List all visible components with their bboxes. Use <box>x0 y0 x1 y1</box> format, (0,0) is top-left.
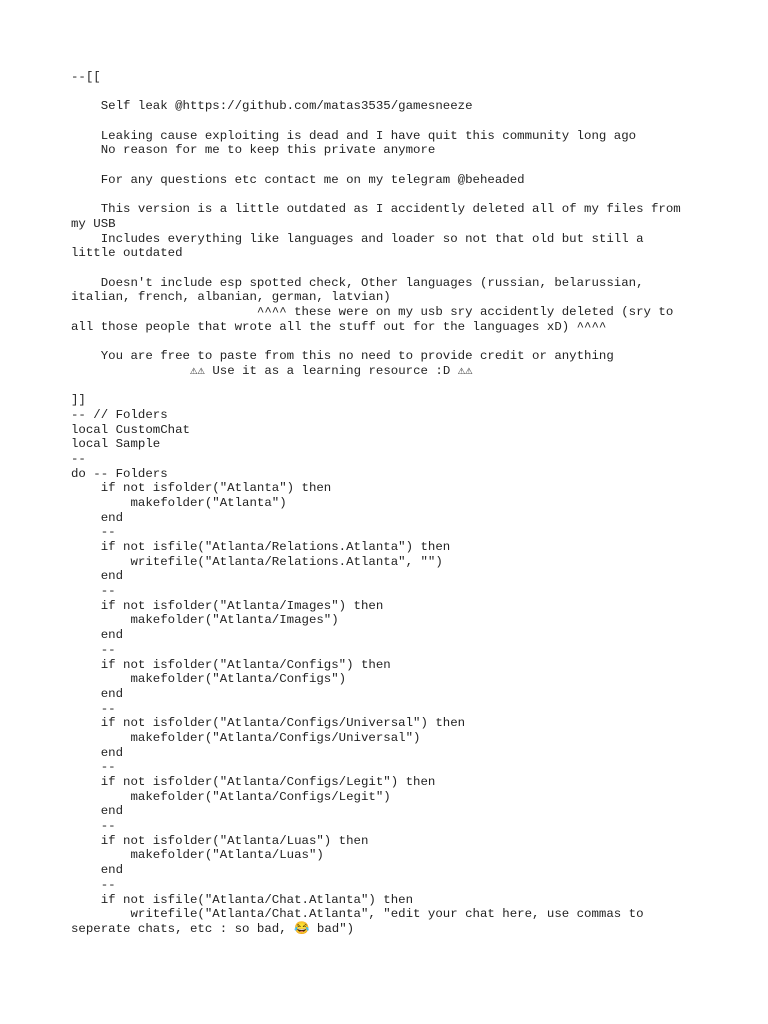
code-line: -- <box>71 525 116 540</box>
code-line: No reason for me to keep this private anymore <box>71 143 436 158</box>
code-line: makefolder("Atlanta/Configs/Legit") <box>71 789 391 804</box>
code-line: Leaking cause exploiting is dead and I have quit this community long ago <box>71 128 637 143</box>
code-line: -- <box>71 584 116 599</box>
code-line: -- <box>71 877 116 892</box>
code-line: writefile("Atlanta/Chat.Atlanta", "edit your chat here, use commas to <box>71 907 644 922</box>
code-line: You are free to paste from this no need to provide credit or anything <box>71 349 614 364</box>
code-line: --[[ <box>71 70 101 84</box>
code-line: my USB <box>71 216 116 231</box>
code-line: ^^^^ these were on my usb sry accidently deleted (sry to <box>71 305 674 319</box>
code-line: end <box>71 863 124 878</box>
code-line <box>71 188 696 203</box>
code-block <box>71 70 696 937</box>
code-line: Includes everything like languages and loader so not that old but still a <box>71 231 644 246</box>
code-line: -- <box>71 642 116 657</box>
code-line: little outdated <box>71 246 183 261</box>
code-line: For any questions etc contact me on my telegram @beheaded <box>71 172 525 187</box>
code-line: if not isfolder("Atlanta/Configs/Legit") then <box>71 775 436 789</box>
code-line: seperate chats, etc : so bad, 😂 bad") <box>71 921 355 936</box>
code-line: This version is a little outdated as I accidently deleted all of my files from <box>71 202 681 217</box>
code-line: if not isfolder("Atlanta") then <box>71 481 332 496</box>
code-line <box>71 114 696 129</box>
code-line <box>71 378 696 393</box>
code-line: makefolder("Atlanta/Images") <box>71 613 339 628</box>
code-line <box>71 334 696 349</box>
code-line: end <box>71 686 124 701</box>
code-line: if not isfolder("Atlanta/Images") then <box>71 598 384 613</box>
code-line: makefolder("Atlanta") <box>71 495 287 510</box>
code-line: -- <box>71 819 116 834</box>
code-line: ]] <box>71 393 86 408</box>
code-line: Self leak @https://github.com/matas3535/gamesneeze <box>71 99 473 114</box>
code-line: if not isfolder("Atlanta/Luas") then <box>71 833 369 848</box>
code-line: do -- Folders <box>71 466 168 481</box>
code-line: if not isfile("Atlanta/Chat.Atlanta") then <box>71 892 414 907</box>
code-line: -- <box>71 451 86 466</box>
code-line: -- // Folders <box>71 407 168 422</box>
code-line: writefile("Atlanta/Relations.Atlanta", "") <box>71 554 443 569</box>
code-line: all those people that wrote all the stuff out for the languages xD) ^^^^ <box>71 319 607 334</box>
code-line <box>71 85 696 100</box>
code-line: local CustomChat <box>71 422 190 437</box>
code-line: local Sample <box>71 437 161 452</box>
code-line: -- <box>71 701 116 716</box>
code-line: Doesn't include esp spotted check, Other languages (russian, belarussian, <box>71 275 644 290</box>
code-line: makefolder("Atlanta/Configs/Universal") <box>71 730 421 745</box>
code-line: end <box>71 569 124 584</box>
code-line: ⚠⚠ Use it as a learning resource :D ⚠⚠ <box>71 363 473 378</box>
code-line: end <box>71 628 124 643</box>
code-line <box>71 158 696 173</box>
code-line: if not isfile("Atlanta/Relations.Atlanta") then <box>71 540 451 554</box>
code-line: if not isfolder("Atlanta/Configs/Universal") then <box>71 716 466 731</box>
code-line: end <box>71 745 124 760</box>
code-line: makefolder("Atlanta/Luas") <box>71 848 324 863</box>
code-line: makefolder("Atlanta/Configs") <box>71 672 347 687</box>
code-line: -- <box>71 760 116 775</box>
code-line: if not isfolder("Atlanta/Configs") then <box>71 657 391 672</box>
code-line <box>71 261 696 276</box>
code-line: italian, french, albanian, german, latvian) <box>71 290 391 305</box>
code-line: end <box>71 804 124 819</box>
code-line: end <box>71 510 124 525</box>
